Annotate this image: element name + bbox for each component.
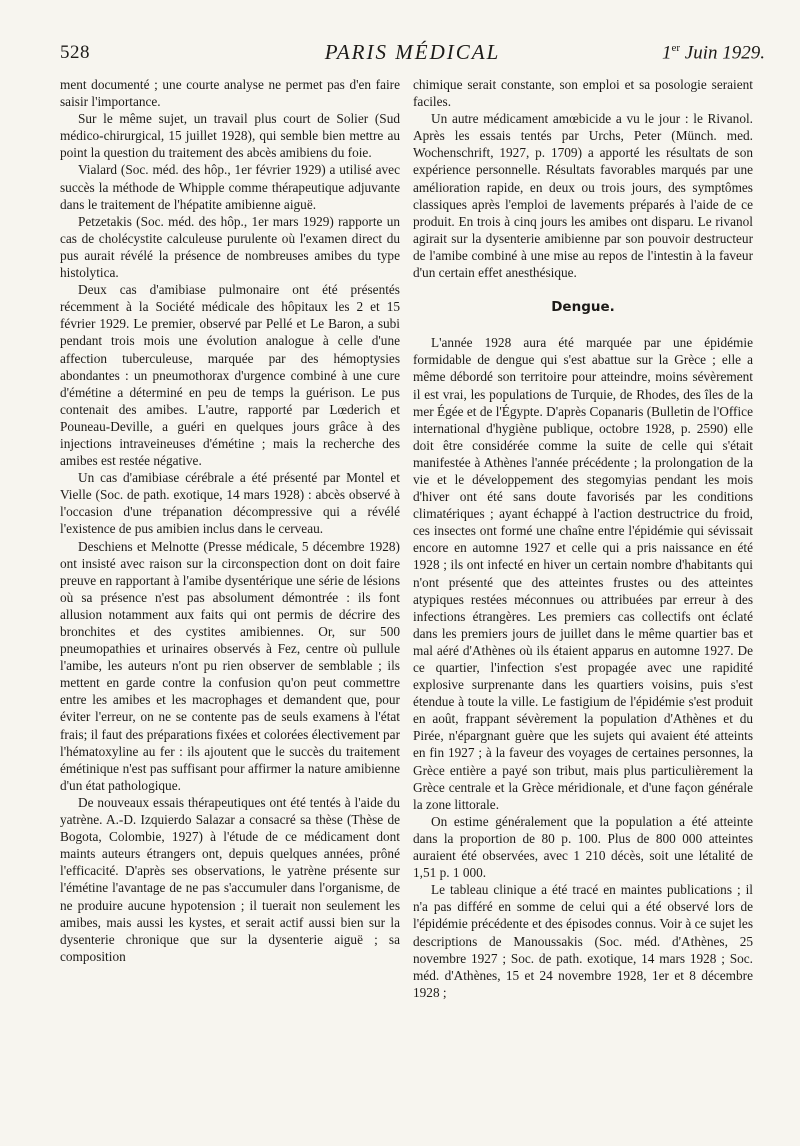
paragraph: chimique serait constante, son emploi et sa posologie seraient faciles.	[413, 77, 753, 110]
paragraph: Vialard (Soc. méd. des hôp., 1er février 1929) a utilisé avec succès la méthode de Whipple comme thérapeutique adjuvante dans le traitement de l'hépatite amibienne aiguë.	[60, 162, 400, 212]
paragraph: Le tableau clinique a été tracé en maintes publications ; il n'a pas différé en somme de celui qui a été observé lors de l'épidémie précédente et des épisodes connus. Voir à ce sujet les descriptions de Manoussakis (Soc. méd. d'Athènes, 25 novembre 1927 ; Soc. de path. exotique, 14 mars 1928 ; Soc. méd. d'Athènes, 15 et 24 novembre 1928, 1er et 8 décembre 1928 ;	[413, 882, 753, 1000]
paragraph: ment documenté ; une courte analyse ne permet pas d'en faire saisir l'importance.	[60, 77, 400, 110]
section-heading-dengue: Dengue.	[551, 299, 615, 316]
issue-date-day: 1	[661, 42, 672, 64]
journal-title: PARIS MÉDICAL	[324, 40, 501, 64]
issue-date-superscript: er	[671, 42, 681, 54]
issue-date	[662, 42, 765, 64]
paragraph: Sur le même sujet, un travail plus court de Solier (Sud médico-chirurgical, 15 juillet 1928), qui semble bien mettre au point la question du traitement des abcès amibiens du foie.	[60, 111, 400, 161]
paragraph: L'année 1928 aura été marquée par une épidémie formidable de dengue qui s'est abattue sur la Grèce ; elle a même débordé son territoire pour atteindre, moins sévèrement il est vrai, les populations de Turquie, de Rhodes, des îles de la mer Égée et de l'Égypte. D'après Copanaris (Bulletin de l'Office international d'hygiène publique, octobre 1928, p. 2590) elle doit être considérée comme la suite de celle qui s'était manifestée à Athènes l'année précédente ; la prolongation de la vie et le développement des stegomyias pendant les mois d'hiver ont été sans doute favorisés par les conditions climatériques ; ayant échappé à l'action destructrice du froid, ces insectes ont formé une chaîne entre l'épidémie qui sévissait encore en automne 1927 et celle qui a pris naissance en été 1928 ; ils ont infecté en hiver un certain nombre d'habitants qui n'ont présenté que des atteintes frustes ou des atteintes atypiques restées méconnues ou attribuées par erreur à des infections étrangères. Les premiers cas collectifs ont éclaté dans les premiers jours de juillet dans le même quartier bas et mal aéré d'Athènes où ils étaient apparus en automne 1927. De ce quartier, l'infection s'est propagée avec une rapidité explosive surprenante dans les quartiers voisins, puis s'est étendue à toute la ville. Le fastigium de l'épidémie s'est produit en août, frappant sévèrement la population d'Athènes et du Pirée, n'épargnant guère que les sujets qui avaient été atteints en fin 1927 ; à la faveur des voyages de certaines personnes, la Grèce entière a payé son tribut, mais plus particulièrement la Grèce centrale et la Grèce méridionale, et d'une façon générale la zone littorale.	[413, 335, 753, 812]
page-header	[60, 40, 765, 70]
paragraph: Deux cas d'amibiase pulmonaire ont été présentés récemment à la Société médicale des hôpitaux les 2 et 15 février 1929. Le premier, observé par Pellé et Le Baron, a subi pendant trois mois une évolution analogue à celle d'une affection tuberculeuse, marquée par des hémoptysies abondantes : un pneumothorax d'urgence combiné à une cure d'émétine a déterminé en peu de temps la guérison. Le pus contenait des amibes. L'autre, rapporté par Lœderich et Pouneau-Deville, a guéri en quelques jours grâce à des injections intraveineuses d'émétine ; mais la recherche des amibes est restée négative.	[60, 282, 400, 469]
left-column	[60, 76, 400, 965]
paragraph: Un cas d'amibiase cérébrale a été présenté par Montel et Vielle (Soc. de path. exotique, 14 mars 1928) : abcès observé à l'occasion d'une trépanation décompressive qui a révélé l'existence de pus amibien inclus dans le cerveau.	[60, 470, 400, 537]
page-number: 528	[60, 42, 90, 63]
paragraph: On estime généralement que la population a été atteinte dans la proportion de 80 p. 100. Plus de 800 000 atteintes auraient été observées, avec 1 210 décès, soit une létalité de 1,51 p. 1 000.	[413, 813, 753, 881]
paragraph: Deschiens et Melnotte (Presse médicale, 5 décembre 1928) ont insisté avec raison sur la circonspection dont on doit faire preuve en rapportant à l'amibe dysentérique une série de lésions où sa présence n'est pas absolument démontrée : ils font allusion notamment aux faits qui ont permis de décrire des bronchites et des cystites amibiennes. Or, sur 500 pneumopathies et urinaires observés à Fez, centre où pullule l'amibe, les auteurs n'ont pu rien observer de semblable ; ils mettent en garde contre la confusion qu'on peut commettre entre les amibes et les macrophages et demandent que, pour éviter l'erreur, on ne se contente pas de seuls examens à l'état frais; il faut des préparations fixées et colorées électivement par l'hématoxyline au fer : ils ajoutent que le succès du traitement émétinique n'est pas suffisant pour affirmer la nature amibienne d'un état pathologique.	[60, 538, 400, 793]
right-column	[413, 76, 753, 1001]
paragraph: De nouveaux essais thérapeutiques ont été tentés à l'aide du yatrène. A.-D. Izquierdo Salazar a consacré sa thèse (Thèse de Bogota, Colombie, 1927) à l'étude de ce médicament dont maints auteurs étrangers ont, depuis quelques années, prôné l'efficacité. D'après ses observations, le yatrène présente sur l'émétine l'avantage de ne pas s'accumuler dans l'organisme, de ne produire aucune hypotension ; il tuerait non seulement les amibes, mais aussi les kystes, et serait actif aussi bien sur la dysenterie chronique que sur la dysenterie aiguë ; sa composition	[60, 794, 400, 964]
paragraph: Petzetakis (Soc. méd. des hôp., 1er mars 1929) rapporte un cas de cholécystite calculeuse purulente où l'examen direct du pus aurait révélé la présence de nombreuses amibes du type histolytica.	[60, 213, 400, 281]
issue-date-rest: Juin 1929.	[680, 42, 765, 64]
paragraph: Un autre médicament amœbicide a vu le jour : le Rivanol. Après les essais tentés par Urchs, Peter (Münch. med. Wochenschrift, 1927, p. 1709) a apporté les résultats de son expérience personnelle. Résultats favorables marqués par une amélioration rapide, en deux ou trois jours, des symptômes classiques après l'emploi de lavements préparés à l'aide de ce produit. En trois à cinq jours les amibes ont disparu. Le rivanol agirait sur la dysenterie amibienne par son pouvoir destructeur de l'amibe combiné à une mise au repos de l'intestin à la faveur d'un certain effet anesthésique.	[413, 111, 753, 281]
